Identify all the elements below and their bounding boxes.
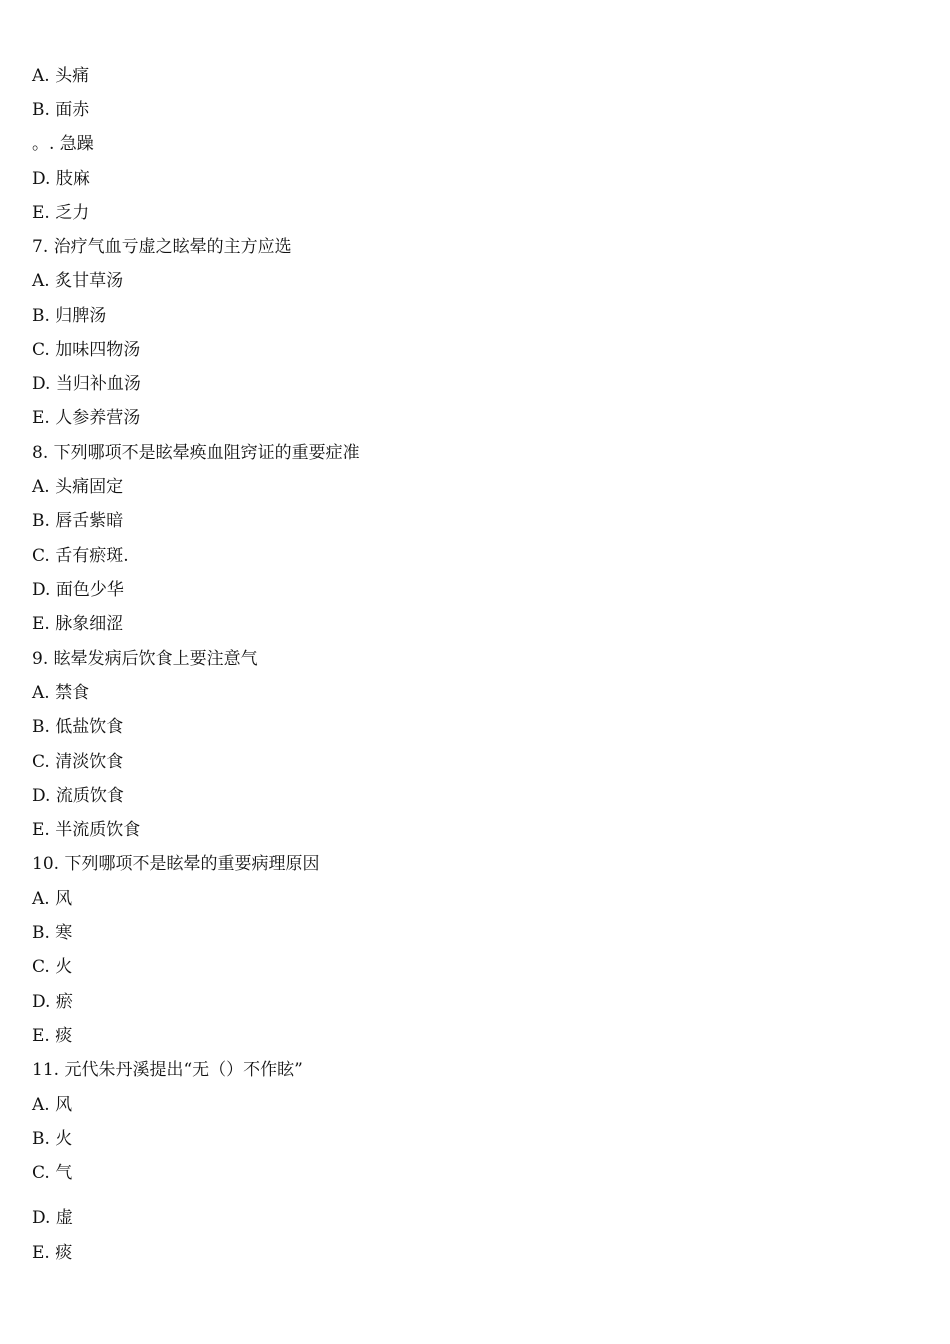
option-line: B. 归脾汤 [32, 306, 107, 326]
question-line: 7. 治疗气血亏虚之眩晕的主方应选 [32, 237, 292, 257]
option-line: E. 乏力 [32, 203, 90, 223]
option-line: D. 面色少华 [32, 580, 124, 600]
option-line: A. 风 [32, 1095, 73, 1115]
question-line: 10. 下列哪项不是眩晕的重要病理原因 [32, 854, 320, 874]
option-line: D. 流质饮食 [32, 786, 124, 806]
option-line: B. 寒 [32, 923, 73, 943]
option-line: C. 加味四物汤 [32, 340, 141, 360]
option-line: D. 瘀 [32, 992, 73, 1012]
option-line: C. 火 [32, 957, 73, 977]
option-line: E. 人参养营汤 [32, 408, 141, 428]
question-line: 9. 眩晕发病后饮食上要注意气 [32, 649, 258, 669]
option-line: E. 脉象细涩 [32, 614, 124, 634]
option-line: A. 头痛 [32, 66, 90, 86]
option-line: C. 清淡饮食 [32, 752, 124, 772]
option-line: D. 虚 [32, 1208, 73, 1228]
option-line: C. 舌有瘀斑. [32, 546, 129, 566]
option-line: E. 半流质饮食 [32, 820, 141, 840]
option-line: A. 炙甘草汤 [32, 271, 124, 291]
question-line: 11. 元代朱丹溪提出“无（）不作眩” [32, 1060, 303, 1080]
option-line: B. 唇舌紫暗 [32, 511, 124, 531]
option-line: B. 低盐饮食 [32, 717, 124, 737]
option-line: 。. 急躁 [32, 134, 94, 154]
option-line: E. 痰 [32, 1243, 73, 1263]
option-line: D. 当归补血汤 [32, 374, 141, 394]
question-line: 8. 下列哪项不是眩晕痪血阻窍证的重要症准 [32, 443, 360, 463]
option-line: A. 禁食 [32, 683, 90, 703]
option-line: E. 痰 [32, 1026, 73, 1046]
option-line: B. 面赤 [32, 100, 90, 120]
option-line: B. 火 [32, 1129, 73, 1149]
option-line: C. 气 [32, 1163, 73, 1183]
option-line: A. 头痛固定 [32, 477, 124, 497]
option-line: D. 肢麻 [32, 169, 90, 189]
option-line: A. 风 [32, 889, 73, 909]
